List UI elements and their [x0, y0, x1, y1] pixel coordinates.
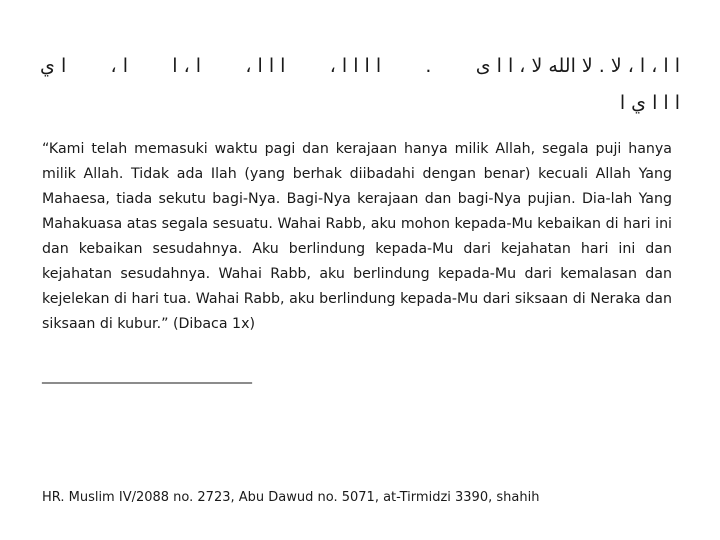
translation-paragraph: “Kami telah memasuki waktu pagi dan kerajaan hanya milik Allah, segala puji hanya milik Allah. Tidak ada Ilah (yang berhak diibadahi dengan benar) kecuali Allah Yang Mahaesa, tiada sekutu bagi-Nya. Bagi-Nya kerajaan dan bagi-Nya pujian. Dia-lah Yang Mahakuasa atas segala sesuatu. Wahai Rabb, aku mohon kepada-Mu kebaikan di hari ini dan kebaikan sesudahnya. Aku berlindung kepada-Mu dari kejahatan hari ini dan kejahatan sesudahnya. Wahai Rabb, aku berlindung kepada-Mu dari kemalasan dan kejelekan di hari tua. Wahai Rabb, aku berlindung kepada-Mu dari siksaan di Neraka dan siksaan di kubur.” (Dibaca 1x)	[42, 141, 672, 332]
arabic-segment: ا ي	[40, 55, 67, 77]
hadith-source: HR. Muslim IV/2088 no. 2723, Abu Dawud no. 5071, at-Tirmidzi 3390, shahih	[42, 490, 540, 505]
arabic-segment: .	[425, 55, 432, 77]
arabic-segment: ا ا ا ا ،	[329, 55, 382, 77]
arabic-segment: ا ،	[110, 55, 128, 77]
arabic-segment: ا ، ا	[172, 55, 202, 77]
arabic-segment: ا ا ، ا ، لا . لا الله لا ، ا ا ى	[475, 55, 680, 77]
separator-line: ______________________________	[42, 368, 252, 384]
arabic-text-line-1	[40, 55, 680, 77]
arabic-segment: ا ا ا ،	[245, 55, 286, 77]
arabic-text-line-2: ا ا ا ي ا	[619, 92, 680, 114]
